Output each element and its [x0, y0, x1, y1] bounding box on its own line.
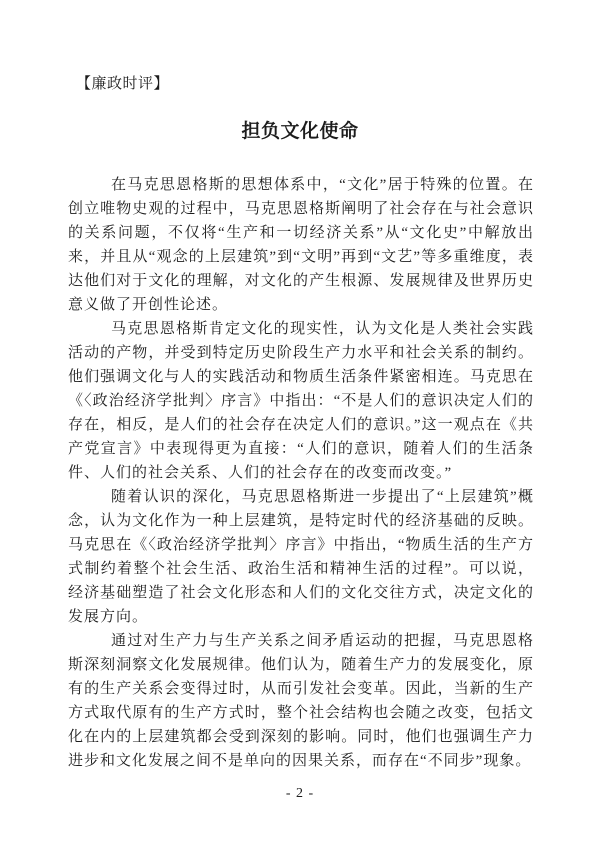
- paragraph-3: 随着认识的深化，马克思恩格斯进一步提出了“上层建筑”概念，认为文化作为一种上层建筑，是特定时代的经济基础的反映。马克思在《〈政治经济学批判〉序言》中指出，“物质生活的生产方式制约着整个社会生活、政治生活和精神生活的过程”。可以说，经济基础塑造了社会文化形态和人们的文化交往方式，决定文化的发展方向。: [68, 489, 534, 625]
- section-label: 【廉政时评】: [76, 76, 170, 92]
- paragraph-2: 马克思恩格斯肯定文化的现实性，认为文化是人类社会实践活动的产物，并受到特定历史阶段生产力水平和社会关系的制约。他们强调文化与人的实践活动和物质生活条件紧密相连。马克思在《〈政治经济学批判〉序言》中指出：“不是人们的意识决定人们的存在，相反，是人们的社会存在决定人们的意识。”这一观点在《共产党宣言》中表现得更为直接：“人们的意识，随着人们的生活条件、人们的社会关系、人们的社会存在的改变而改变。”: [68, 321, 534, 481]
- document-body: [68, 173, 534, 773]
- page-number: - 2 -: [285, 786, 315, 801]
- page-title: 担负文化使命: [241, 121, 359, 142]
- paragraph-4: 通过对生产力与生产关系之间矛盾运动的把握，马克思恩格斯深刻洞察文化发展规律。他们认为，随着生产力的发展变化，原有的生产关系会变得过时，从而引发社会变革。因此，当新的生产方式取代原有的生产方式时，整个社会结构也会随之改变，包括文化在内的上层建筑都会受到深刻的影响。同时，他们也强调生产力进步和文化发展之间不是单向的因果关系，而存在“不同步”现象。: [68, 633, 534, 769]
- paragraph-1: 在马克思恩格斯的思想体系中，“文化”居于特殊的位置。在创立唯物史观的过程中，马克思恩格斯阐明了社会存在与社会意识的关系问题，不仅将“生产和一切经济关系”从“文化史”中解放出来，并且从“观念的上层建筑”到“文明”再到“文艺”等多重维度，表达他们对于文化的理解，对文化的产生根源、发展规律及世界历史意义做了开创性论述。: [68, 177, 534, 313]
